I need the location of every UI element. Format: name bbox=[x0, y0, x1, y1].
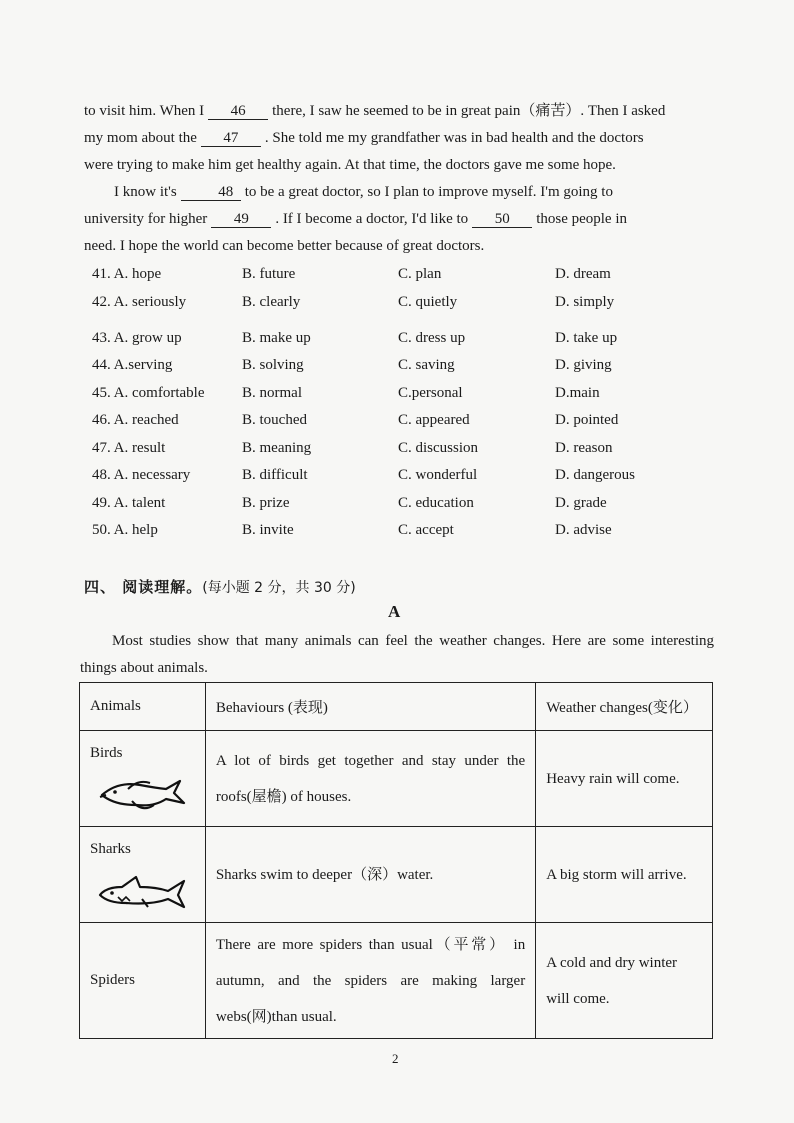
header-weather-changes: Weather changes(变化） bbox=[536, 683, 713, 731]
option-row-41: 41. A. hope B. future C. plan D. dream bbox=[92, 266, 611, 282]
shark-icon bbox=[96, 873, 190, 913]
reading-intro: Most studies show that many animals can feel the weather changes. Here are some interesting things about animals. bbox=[80, 633, 714, 676]
passage-line: I know it's 48 to be a great doctor, so I plan to improve myself. I'm going to bbox=[114, 184, 613, 200]
animal-weather-table bbox=[79, 682, 713, 1039]
option-row-48: 48. A. necessary B. difficult C. wonderful D. dangerous bbox=[92, 467, 635, 483]
behaviour-cell: Sharks swim to deeper（深）water. bbox=[205, 827, 535, 923]
passage-letter: A bbox=[388, 602, 401, 621]
option-row-46: 46. A. reached B. touched C. appeared D. pointed bbox=[92, 412, 619, 428]
page-number: 2 bbox=[392, 1051, 399, 1066]
blank-50: 50 bbox=[472, 211, 532, 228]
behaviour-cell: There are more spiders than usual（平常） in autumn, and the spiders are making larger webs(网)than usual. bbox=[205, 923, 535, 1039]
option-row-44: 44. A.serving B. solving C. saving D. giving bbox=[92, 357, 612, 373]
bird-icon bbox=[98, 775, 188, 815]
passage-line: university for higher 49 . If I become a doctor, I'd like to 50 those people in bbox=[84, 211, 628, 227]
section-score: (每小题 2 分，共 30 分) bbox=[202, 580, 356, 596]
table-header-row bbox=[80, 683, 713, 731]
passage-line: need. I hope the world can become better because of great doctors. bbox=[84, 238, 485, 254]
weather-change-cell: A cold and dry winter will come. bbox=[536, 923, 713, 1039]
passage-line: to visit him. When I 46 there, I saw he seemed to be in great pain（痛苦）. Then I asked bbox=[84, 103, 666, 119]
weather-change-cell: Heavy rain will come. bbox=[536, 731, 713, 827]
animal-cell-sharks bbox=[80, 827, 206, 923]
option-row-45: 45. A. comfortable B. normal C.personal D.main bbox=[92, 385, 600, 401]
cloze-passage bbox=[84, 98, 712, 260]
animal-cell-birds bbox=[80, 731, 206, 827]
table-row bbox=[80, 827, 713, 923]
option-row-42: 42. A. seriously B. clearly C. quietly D. simply bbox=[92, 294, 615, 310]
option-row-49: 49. A. talent B. prize C. education D. grade bbox=[92, 495, 607, 511]
blank-46: 46 bbox=[208, 103, 268, 120]
animal-name: Birds bbox=[90, 745, 123, 761]
weather-change-cell: A big storm will arrive. bbox=[536, 827, 713, 923]
option-row-43: 43. A. grow up B. make up C. dress up D. take up bbox=[92, 330, 618, 346]
behaviour-cell: A lot of birds get together and stay under the roofs(屋檐) of houses. bbox=[205, 731, 535, 827]
animal-name: Sharks bbox=[90, 841, 131, 857]
blank-48: 48 bbox=[181, 184, 241, 201]
header-behaviours: Behaviours (表现) bbox=[205, 683, 535, 731]
header-animals: Animals bbox=[80, 683, 206, 731]
table-row bbox=[80, 923, 713, 1039]
blank-49: 49 bbox=[211, 211, 271, 228]
option-row-47: 47. A. result B. meaning C. discussion D. reason bbox=[92, 440, 613, 456]
section-heading: 四、 阅读理解。(每小题 2 分，共 30 分) bbox=[84, 578, 356, 596]
table-row bbox=[80, 731, 713, 827]
passage-line: my mom about the 47 . She told me my grandfather was in bad health and the doctors bbox=[84, 130, 644, 146]
option-row-50: 50. A. help B. invite C. accept D. advise bbox=[92, 522, 612, 538]
passage-line: were trying to make him get healthy again. At that time, the doctors gave me some hope. bbox=[84, 157, 616, 173]
animal-cell-spiders: Spiders bbox=[80, 923, 206, 1039]
blank-47: 47 bbox=[201, 130, 261, 147]
